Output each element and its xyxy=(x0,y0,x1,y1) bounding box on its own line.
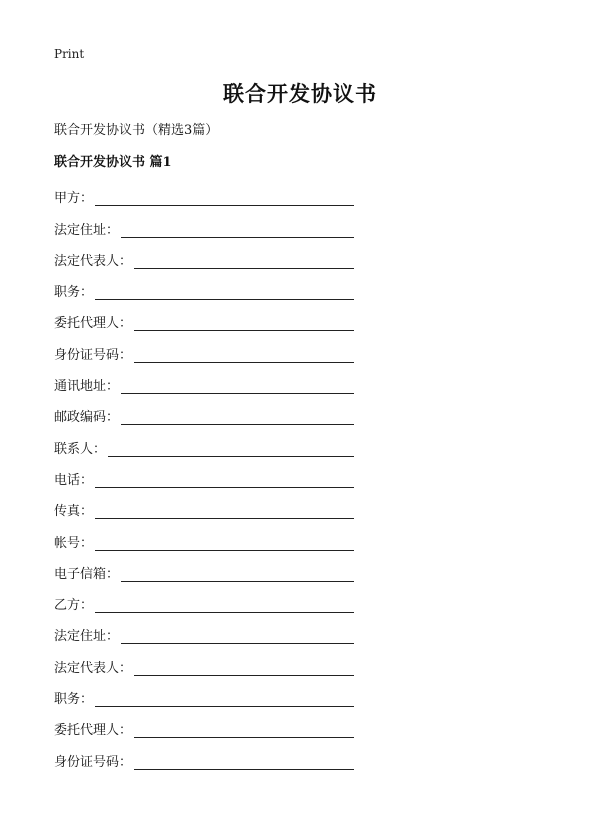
page-title: 联合开发协议书 xyxy=(223,81,377,106)
fill-in-line[interactable] xyxy=(134,348,354,363)
field-row-fax xyxy=(54,491,354,522)
field-label: 法定代表人： xyxy=(54,660,133,676)
field-row-party-b xyxy=(54,585,354,616)
fill-in-line[interactable] xyxy=(95,692,354,707)
field-row-phone xyxy=(54,460,354,491)
fill-in-line[interactable] xyxy=(121,629,354,644)
field-row-id-number xyxy=(54,334,354,365)
field-row-position xyxy=(54,272,354,303)
field-row-address xyxy=(54,209,354,240)
field-label: 乙方： xyxy=(54,598,94,614)
fill-in-line[interactable] xyxy=(95,285,354,300)
field-row-mailing-address xyxy=(54,366,354,397)
field-label: 职务： xyxy=(54,285,94,301)
fill-in-line[interactable] xyxy=(134,254,354,269)
fill-in-line[interactable] xyxy=(121,223,354,238)
fill-in-line[interactable] xyxy=(121,410,354,425)
document-subtitle: 联合开发协议书（精选3篇） xyxy=(54,123,219,138)
field-label: 委托代理人： xyxy=(54,316,133,332)
field-label: 法定住址： xyxy=(54,222,120,238)
fill-in-line[interactable] xyxy=(95,536,354,551)
fill-in-line[interactable] xyxy=(121,567,354,582)
field-label: 法定住址： xyxy=(54,629,120,645)
field-label: 邮政编码： xyxy=(54,410,120,426)
field-label: 甲方： xyxy=(54,191,94,207)
fill-in-line[interactable] xyxy=(134,755,354,770)
field-row-email xyxy=(54,554,354,585)
field-row-position xyxy=(54,679,354,710)
field-row-address xyxy=(54,616,354,647)
field-row-contact xyxy=(54,428,354,459)
fill-in-line[interactable] xyxy=(108,442,354,457)
fill-in-line[interactable] xyxy=(95,191,354,206)
fill-in-line[interactable] xyxy=(95,504,354,519)
field-label: 职务： xyxy=(54,692,94,708)
fill-in-line[interactable] xyxy=(121,379,354,394)
field-row-postal-code xyxy=(54,397,354,428)
fill-in-line[interactable] xyxy=(134,316,354,331)
field-row-party-a xyxy=(54,178,354,209)
field-label: 帐号： xyxy=(54,535,94,551)
field-label: 联系人： xyxy=(54,441,107,457)
field-row-legal-representative xyxy=(54,647,354,678)
field-label: 通讯地址： xyxy=(54,379,120,395)
field-label: 身份证号码： xyxy=(54,754,133,770)
fill-in-line[interactable] xyxy=(95,473,354,488)
field-row-id-number xyxy=(54,741,354,772)
field-label: 电话： xyxy=(54,472,94,488)
agreement-fields-list xyxy=(54,178,354,773)
field-label: 传真： xyxy=(54,504,94,520)
section-heading: 联合开发协议书 篇1 xyxy=(54,155,172,170)
field-row-legal-representative xyxy=(54,241,354,272)
field-row-agent xyxy=(54,303,354,334)
field-row-agent xyxy=(54,710,354,741)
field-label: 委托代理人： xyxy=(54,723,133,739)
field-label: 法定代表人： xyxy=(54,253,133,269)
fill-in-line[interactable] xyxy=(134,661,354,676)
field-label: 身份证号码： xyxy=(54,347,133,363)
fill-in-line[interactable] xyxy=(95,598,354,613)
field-label: 电子信箱： xyxy=(54,566,120,582)
print-link[interactable]: Print xyxy=(54,47,85,61)
field-row-account xyxy=(54,522,354,553)
fill-in-line[interactable] xyxy=(134,723,354,738)
